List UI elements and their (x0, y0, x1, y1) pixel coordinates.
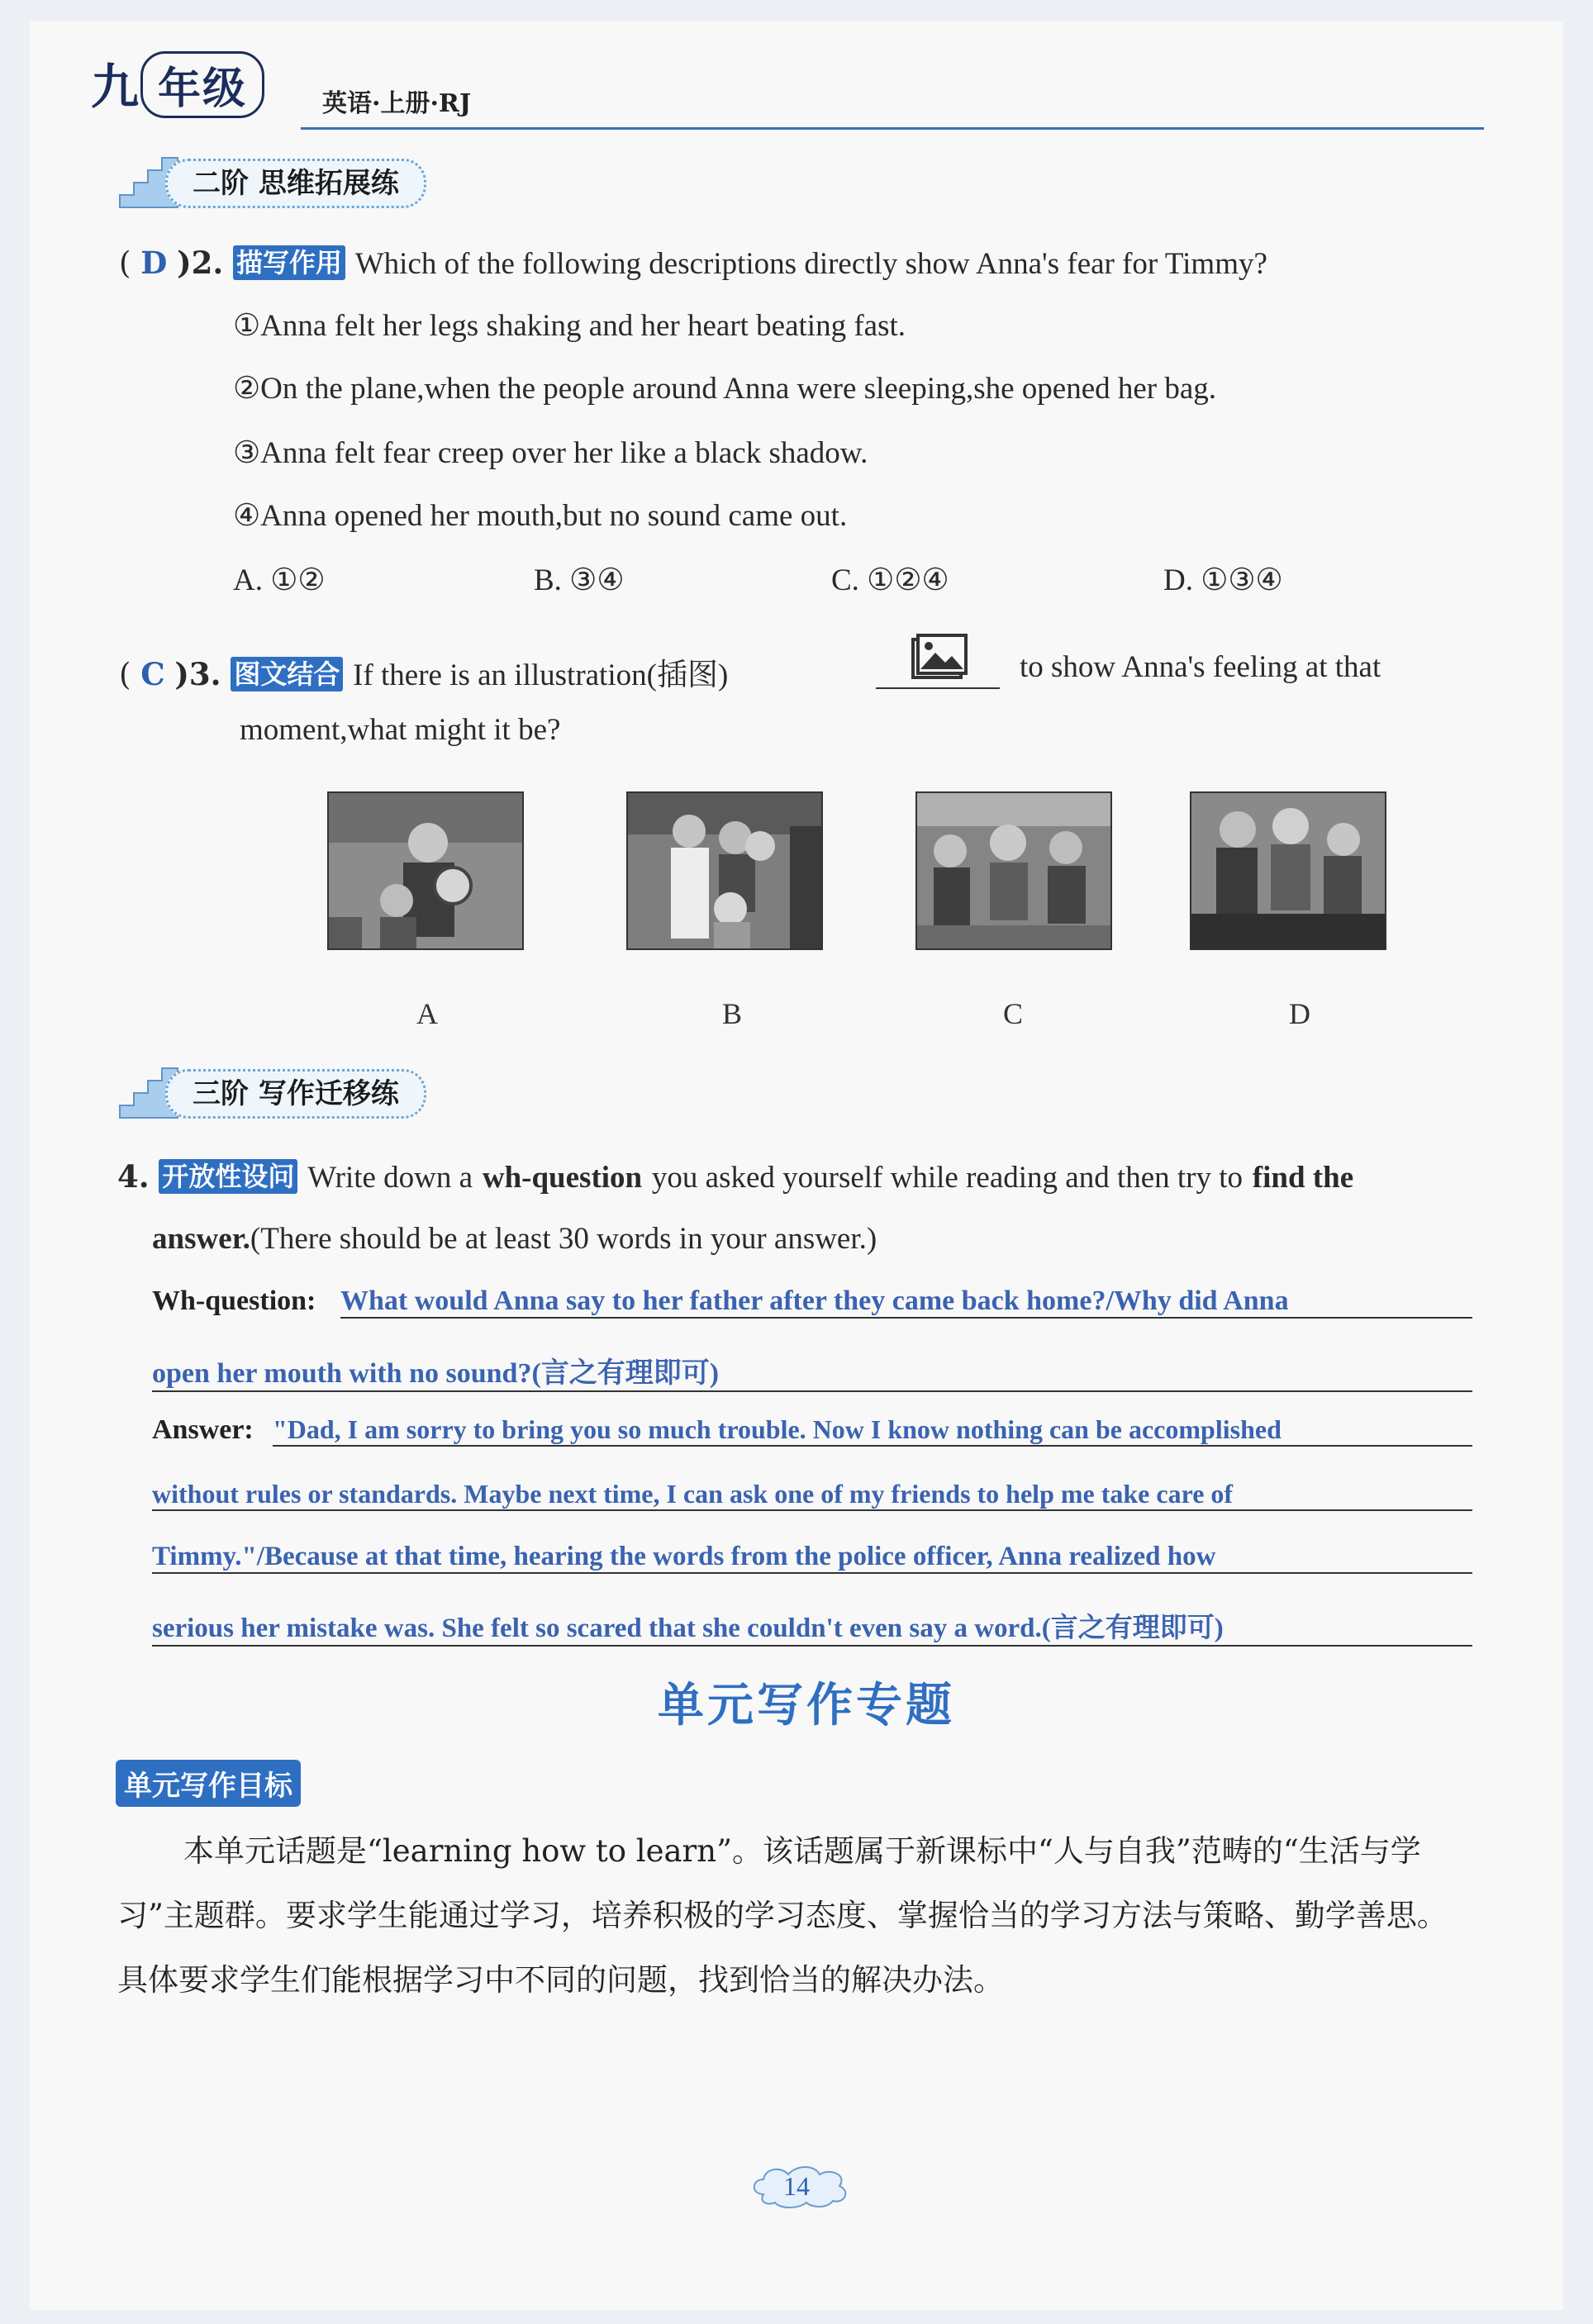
q3-text-c: moment,what might it be? (240, 713, 561, 747)
header-rule (301, 127, 1484, 130)
q4-text-a: Write down a (307, 1161, 473, 1195)
answer-line: "Dad, I am sorry to bring you so much trouble. Now I know nothing can be accomplished (273, 1414, 1472, 1447)
q4-text-c: (There should be at least 30 words in your answer.) (250, 1222, 877, 1256)
q4-text-b: you asked yourself while reading and then try to (651, 1161, 1243, 1195)
illustration-d[interactable] (1190, 791, 1386, 950)
q2-option-b: B. ③④ (534, 563, 625, 597)
illustration-a[interactable] (327, 791, 524, 950)
illustration-c-drawing (917, 793, 1110, 948)
goal-paragraph-line: 具体要求学生们能根据学习中不同的问题，找到恰当的解决办法。 (117, 1962, 1004, 1998)
illustration-label-c: C (1003, 997, 1024, 1030)
q2-option-d: D. ①③④ (1163, 563, 1283, 597)
q4-tag: 开放性设问 (159, 1159, 297, 1194)
q4-instruction (152, 1221, 877, 1257)
q2-item: ③Anna felt fear creep over her like a black shadow. (233, 436, 868, 470)
wh-answer-line: open her mouth with no sound?(言之有理即可) (152, 1350, 1472, 1392)
illustration-label-d: D (1289, 997, 1310, 1030)
illustration-c[interactable] (915, 791, 1112, 950)
q2-text: Which of the following descriptions directly show Anna's fear for Timmy? (354, 247, 1267, 281)
q2-item: ②On the plane,when the people around Anna were sleeping,she opened her bag. (233, 372, 1217, 406)
q3-blank (876, 630, 1000, 689)
answer-label: Answer: (152, 1414, 254, 1445)
picture-icon (911, 633, 968, 682)
q3-text-a: If there is an illustration(插图) (353, 658, 729, 692)
wh-question-label: Wh-question: (152, 1286, 316, 1316)
goal-paragraph-line: 习”主题群。要求学生能通过学习，培养积极的学习态度、掌握恰当的学习方法与策略、勤学善思。 (117, 1898, 1448, 1933)
level3-banner: 三阶 写作迁移练 (165, 1069, 426, 1119)
answer-line: without rules or standards. Maybe next time, I can ask one of my friends to help me take care of (152, 1479, 1472, 1511)
unit-writing-title: 单元写作专题 (658, 1679, 955, 1732)
q3-tag: 图文结合 (231, 657, 343, 691)
answer-line: serious her mistake was. She felt so scared that she couldn't even say a word.(言之有理即可) (152, 1606, 1472, 1647)
q2-item: ①Anna felt her legs shaking and her heart beating fast. (233, 309, 906, 343)
illustration-b-drawing (628, 793, 821, 948)
question-2: ( D )2. 描写作用 Which of the following descriptions directly show Anna's fear for Timmy? (119, 245, 1267, 281)
illustration-a-drawing (329, 793, 522, 948)
subject-label: 英语·上册·RJ (322, 89, 472, 118)
q2-answer: D (140, 245, 168, 281)
illustration-label-a: A (416, 997, 438, 1030)
q3-answer: C (140, 656, 165, 692)
q4-bold-c: answer. (152, 1222, 250, 1256)
grade-char: 九 (91, 59, 141, 115)
goal-paragraph-line: 本单元话题是“learning how to learn”。该话题属于新课标中“人与自我”范畴的“生活与学 (183, 1833, 1421, 1869)
q2-option-a: A. ①② (233, 563, 326, 597)
q4-bold-a: wh-question (482, 1161, 643, 1195)
level2-banner: 二阶 思维拓展练 (165, 159, 426, 208)
illustration-label-b: B (722, 997, 743, 1030)
q3-number: )3. (174, 656, 221, 692)
q4-number: 4. (117, 1158, 150, 1195)
q2-item: ④Anna opened her mouth,but no sound came out. (233, 499, 848, 533)
question-4 (117, 1158, 1353, 1195)
illustration-b[interactable] (626, 791, 823, 950)
q2-tag: 描写作用 (233, 245, 345, 280)
page-number: 14 (783, 2171, 810, 2201)
grade-badge (91, 48, 264, 118)
grade-label: 年级 (140, 51, 264, 118)
answer-line: Timmy."/Because at that time, hearing the words from the police officer, Anna realized how (152, 1542, 1472, 1574)
question-3: ( C )3. 图文结合 If there is an illustration(插图) (119, 656, 729, 692)
q3-text-b: to show Anna's feeling at that (1020, 650, 1381, 684)
q2-number: )2. (177, 245, 224, 281)
q4-bold-b: find the (1252, 1161, 1354, 1195)
unit-writing-goal-tag: 单元写作目标 (116, 1760, 301, 1807)
illustration-d-drawing (1191, 793, 1385, 948)
wh-answer-line: What would Anna say to her father after they came back home?/Why did Anna (340, 1286, 1472, 1319)
q2-option-c: C. ①②④ (831, 563, 949, 597)
